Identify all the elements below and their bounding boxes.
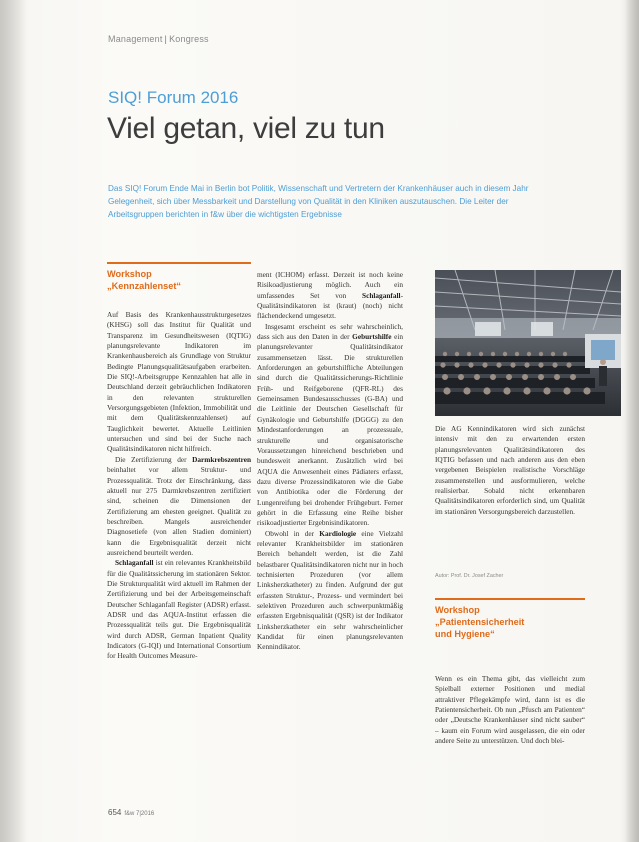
col1-paragraph: Schlaganfall ist ein relevantes Krankheitsbild für die Qualitätssicherung im stationären Sektor. Die Strukturqualität wird aktuell im Rahmen der Zertifizierung und bei der Arbeitsgemeinschaft Deutscher Schlaganfall Register (ADSR) erfasst. ADSR und das AQUA-Institut erfassen die Prozessqualität teils gut. Die Ergebnisqualität wird durch ADSR, German Inpatient Quality Indicators (G-IQI) und International Consortium for Health Outcomes Measure- [107, 558, 251, 661]
workshop1-title: „Kennzahlenset“ [107, 281, 182, 291]
conference-photo-illustration [435, 270, 621, 416]
rubric-section: Management [108, 34, 163, 44]
workshop1-label: Workshop [107, 269, 152, 279]
rubric-separator: | [164, 34, 168, 44]
article-column-1 [107, 310, 251, 828]
rubric-subsection: Kongress [169, 34, 209, 44]
publication-issue: f&w 7|2016 [124, 811, 155, 817]
workshop2-heading [435, 604, 585, 640]
page-edge-shadow [625, 0, 639, 842]
article-lead: Das SIQ! Forum Ende Mai in Berlin bot Politik, Wissenschaft und Vertretern der Krankenhäuser auch in diesem Jahr Gelegenheit, sich über Messbarkeit und Darstellung von Qualität in den Kliniken auszutauschen. Die Leiter der Arbeitsgruppen berichten in f&w über die wichtigsten Ergebnisse [108, 184, 529, 219]
author-credit: Autor: Prof. Dr. Josef Zacher [435, 573, 504, 579]
workshop2-title-line2: und Hygiene“ [435, 629, 495, 639]
workshop1-heading [107, 268, 257, 292]
binding-shadow [0, 0, 26, 842]
col2-paragraph: ment (ICHOM) erfasst. Derzeit ist noch keine Risikoadjustierung möglich. Auch ein umfassendes Set von Schlaganfall-Qualitätsindikatoren ist (kraut) (noch) nicht flächendeckend umgesetzt. [257, 270, 403, 321]
col1-paragraph: Die Zertifizierung der Darmkrebszentren beinhaltet vor allem Struktur- und Prozessqualität. Trotz der Einschränkung, dass aktuell nur 275 Darmkrebszentren zertifiziert sind, scheinen die Dimensionen der Zertifizierung am ehesten geeignet. Qualität zu beschreiben. Mangels ausreichender Diagnosetiefe (von allen Stadien dominiert) kann die Ergebnisqualität derzeit nicht ausreichend beurteilt werden. [107, 454, 251, 557]
article-kicker: SIQ! Forum 2016 [108, 88, 239, 107]
col2-paragraph: Obwohl in der Kardiologie eine Vielzahl relevanter Krankheitsbilder im stationären Bereich behandelt werden, ist die Zahl belastbarer Qualitätsindikatoren nicht nur in hoch technisierten Prozeduren (vor allem Linksherzkatheter) zu finden. Aufgrund der gut erfassten Struktur-, Prozess- und vermindert bei selektiven Prozeduren auch schwerpunktmäßig erfassten Ergebnisqualität (QSR) ist der Indikator Linksherzkatheter ein sehr wahrscheinlicher Kandidat für einen planungsrelevanten Kennindikator. [257, 528, 403, 652]
col2-paragraph: Insgesamt erscheint es sehr wahrscheinlich, dass sich aus den Daten in der Geburtshilfe ein planungsrelevanter Qualitätsindikator zusammensetzen lässt. Die strukturellen Anforderungen an geburtshilfliche Abteilungen sind durch die Qualitätssicherungs-Richtlinie Früh- und Reifgeborene (QFR-RL) des Gemeinsamen Bundesausschusses (G-BA) und die Leitlinie der Deutschen Gesellschaft für Gynäkologie und Geburtshilfe (DGGG) zu den Mindestanforderungen an prozessuale, strukturelle und organisatorische Voraussetzungen hinreichend beschrieben und bundesweit anerkannt. Zusätzlich wird bei AQUA die Anwesenheit eines Pädiaters erfasst, dazu diverse Prozessindikatoren wie die Gabe von Antibiotika oder die Förderung der Lungenreifung bei drohender Frühgeburt. Ferner gehört in die Erfassung eine Reihe bisher risikoadjustierter Ergebnisindikatoren. [257, 321, 403, 528]
article-column-3 [435, 424, 585, 584]
workshop2-rule [435, 598, 585, 600]
workshop2-title-line1: „Patientensicherheit [435, 617, 525, 627]
page-number: 654 [108, 808, 122, 817]
col3b-paragraph: Wenn es ein Thema gibt, das vielleicht zum Spielball externer Positionen und medial attraktiver Pflegekämpfe wird, dann ist es die Patientensicherheit. Ob nun „Pfusch am Patienten“ oder „Deutsche Krankenhäuser sind nicht sauber“ – kaum ein Forum wird ausgelassen, die ein oder andere Seite zu unterstützen. Und doch blei- [435, 674, 585, 746]
conference-hall-photo [435, 270, 621, 416]
page-folio [108, 808, 154, 817]
col3-paragraph: Die AG Kennindikatoren wird sich zunächst intensiv mit den zu erwartenden ersten planungsrelevanten Qualitätsindikatoren des IQTIG befassen und nach anderen aus den eben vergebenen Beispielen realistische Vorschläge zusammenstellen und ausformulieren, welche realisierbar. Sobald nicht erkennbaren Qualitätsindikatoren erforderlich sind, um Qualität im stationären Versorgungsbereich darzustellen. [435, 424, 585, 516]
workshop1-rule [107, 262, 251, 264]
workshop2-label: Workshop [435, 605, 480, 615]
section-rubric [108, 34, 209, 44]
col1-paragraph: Auf Basis des Krankenhausstrukturgesetzes (KHSG) soll das Institut für Qualität und Transparenz im Gesundheitswesen (IQTIG) planungsrelevante Indikatoren im Krankenhausbereich als Grundlage von Struktur Bedingte Planungsqualitätsaufgaben erarbeiten. Die SIQ!-Arbeitsgruppe Kennzahlen hat alle in Deutschland derzeit gebräuchlichen Indikatoren in den relevanten strukturellen Versorgungsgebieten (Infektion, Immobilität und mit dem Qualitätskennzahlenset) auf Tauglichkeit bewertet. Aktuelle Leitlinien untersuchen und sind bei der Suche nach Qualitätsindikatoren nicht hilfreich. [107, 310, 251, 454]
article-headline: Viel getan, viel zu tun [107, 112, 385, 145]
article-column-2 [257, 270, 403, 830]
article-column-3-continued [435, 674, 585, 830]
